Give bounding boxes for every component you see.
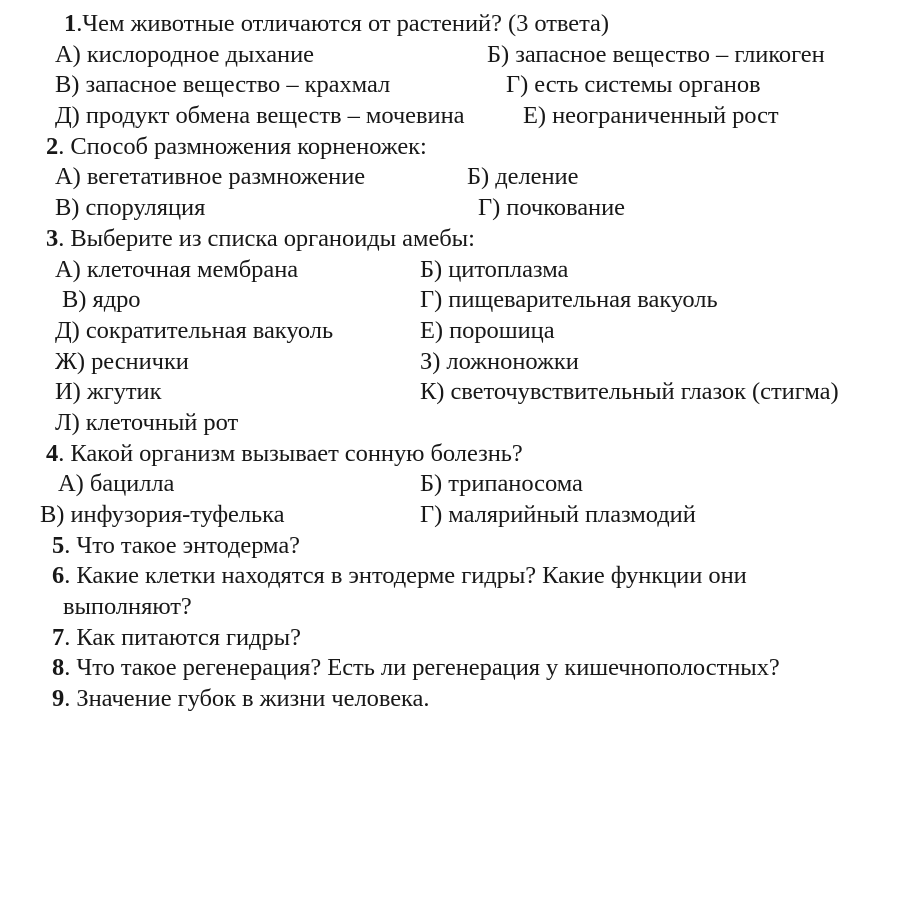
question-prompt: Какие клетки находятся в энтодерме гидры? Какие функции они — [76, 562, 747, 590]
question-number: 5 — [52, 531, 65, 559]
option-line — [0, 255, 910, 286]
question-line — [0, 224, 910, 255]
option-left: И) жгутик — [55, 378, 162, 406]
option-left: В) запасное вещество – крахмал — [55, 71, 391, 99]
question-number-suffix: . — [64, 623, 71, 651]
worksheet-body — [0, 9, 910, 715]
option-left: В) споруляция — [55, 194, 206, 222]
question-number-suffix: . — [64, 685, 71, 713]
option-line — [0, 500, 910, 531]
question-number-suffix: . — [64, 531, 71, 559]
question-prompt: Выберите из списка органоиды амебы: — [70, 224, 475, 252]
option-line — [0, 347, 910, 378]
option-left: В) инфузория-туфелька — [40, 501, 285, 528]
question-prompt: Что такое энтодерма? — [76, 531, 300, 559]
option-right: Е) порошица — [420, 316, 555, 344]
question-continuation-line — [0, 592, 910, 623]
option-line — [0, 193, 910, 224]
option-right: Б) цитоплазма — [420, 255, 569, 283]
option-line — [0, 101, 910, 132]
option-line — [0, 40, 910, 71]
option-line — [0, 408, 910, 439]
option-left: Ж) реснички — [55, 347, 189, 375]
question-heading — [52, 653, 780, 684]
question-number-suffix: . — [76, 10, 83, 37]
question-line — [0, 653, 910, 684]
option-left: Д) продукт обмена веществ – мочевина — [55, 102, 465, 130]
option-right: З) ложноножки — [420, 347, 579, 375]
question-heading — [64, 9, 609, 40]
question-prompt: Значение губок в жизни человека. — [76, 685, 430, 713]
question-number: 1 — [64, 10, 77, 37]
option-left: А) кислородное дыхание — [55, 40, 314, 68]
option-right: Б) деление — [467, 163, 579, 191]
question-number: 7 — [52, 623, 65, 651]
option-right: Б) запасное вещество – гликоген — [487, 40, 825, 68]
question-prompt: Как питаются гидры? — [76, 623, 301, 651]
question-number: 4 — [46, 439, 59, 467]
option-line — [0, 70, 910, 101]
option-line — [0, 285, 910, 316]
question-line — [0, 439, 910, 470]
option-left: В) ядро — [62, 286, 141, 314]
question-number-suffix: . — [58, 439, 65, 467]
question-number: 3 — [46, 224, 59, 252]
question-heading — [52, 561, 747, 592]
question-heading — [52, 531, 300, 562]
question-line — [0, 531, 910, 562]
option-right: Е) неограниченный рост — [523, 102, 779, 130]
question-number-suffix: . — [58, 132, 65, 160]
question-number-suffix: . — [58, 224, 65, 252]
option-left: А) бацилла — [58, 470, 175, 498]
question-prompt: Способ размножения корненожек: — [70, 132, 427, 160]
option-left: Д) сократительная вакуоль — [55, 316, 334, 344]
question-number: 9 — [52, 685, 65, 713]
option-left: А) клеточная мембрана — [55, 255, 299, 283]
option-right: К) светочувствительный глазок (стигма) — [420, 378, 839, 406]
question-line — [0, 561, 910, 592]
option-right: Г) малярийный плазмодий — [420, 501, 696, 528]
question-prompt: Что такое регенерация? Есть ли регенерация у кишечнополостных? — [76, 654, 780, 682]
question-number-suffix: . — [64, 654, 71, 682]
option-line — [0, 377, 910, 408]
question-heading — [52, 684, 429, 715]
question-heading — [52, 623, 301, 654]
option-line — [0, 469, 910, 500]
question-prompt: Чем животные отличаются от растений? (3 ответа) — [82, 10, 609, 37]
option-right: Г) пищеварительная вакуоль — [420, 286, 718, 314]
option-right: Г) есть системы органов — [506, 71, 761, 99]
question-line — [0, 684, 910, 715]
question-prompt: Какой организм вызывает сонную болезнь? — [70, 439, 523, 467]
option-right: Г) почкование — [478, 194, 625, 222]
question-continuation: выполняют? — [63, 593, 192, 621]
question-number: 8 — [52, 654, 65, 682]
option-right: Б) трипаносома — [420, 470, 583, 498]
option-left: А) вегетативное размножение — [55, 163, 366, 191]
question-line — [0, 9, 910, 40]
question-number: 2 — [46, 132, 59, 160]
question-line — [0, 132, 910, 163]
option-line — [0, 162, 910, 193]
option-line — [0, 316, 910, 347]
question-heading — [46, 224, 475, 255]
question-line — [0, 623, 910, 654]
question-number: 6 — [52, 562, 65, 590]
question-heading — [46, 439, 523, 470]
option-left: Л) клеточный рот — [55, 408, 239, 436]
question-number-suffix: . — [64, 562, 71, 590]
question-heading — [46, 132, 427, 163]
